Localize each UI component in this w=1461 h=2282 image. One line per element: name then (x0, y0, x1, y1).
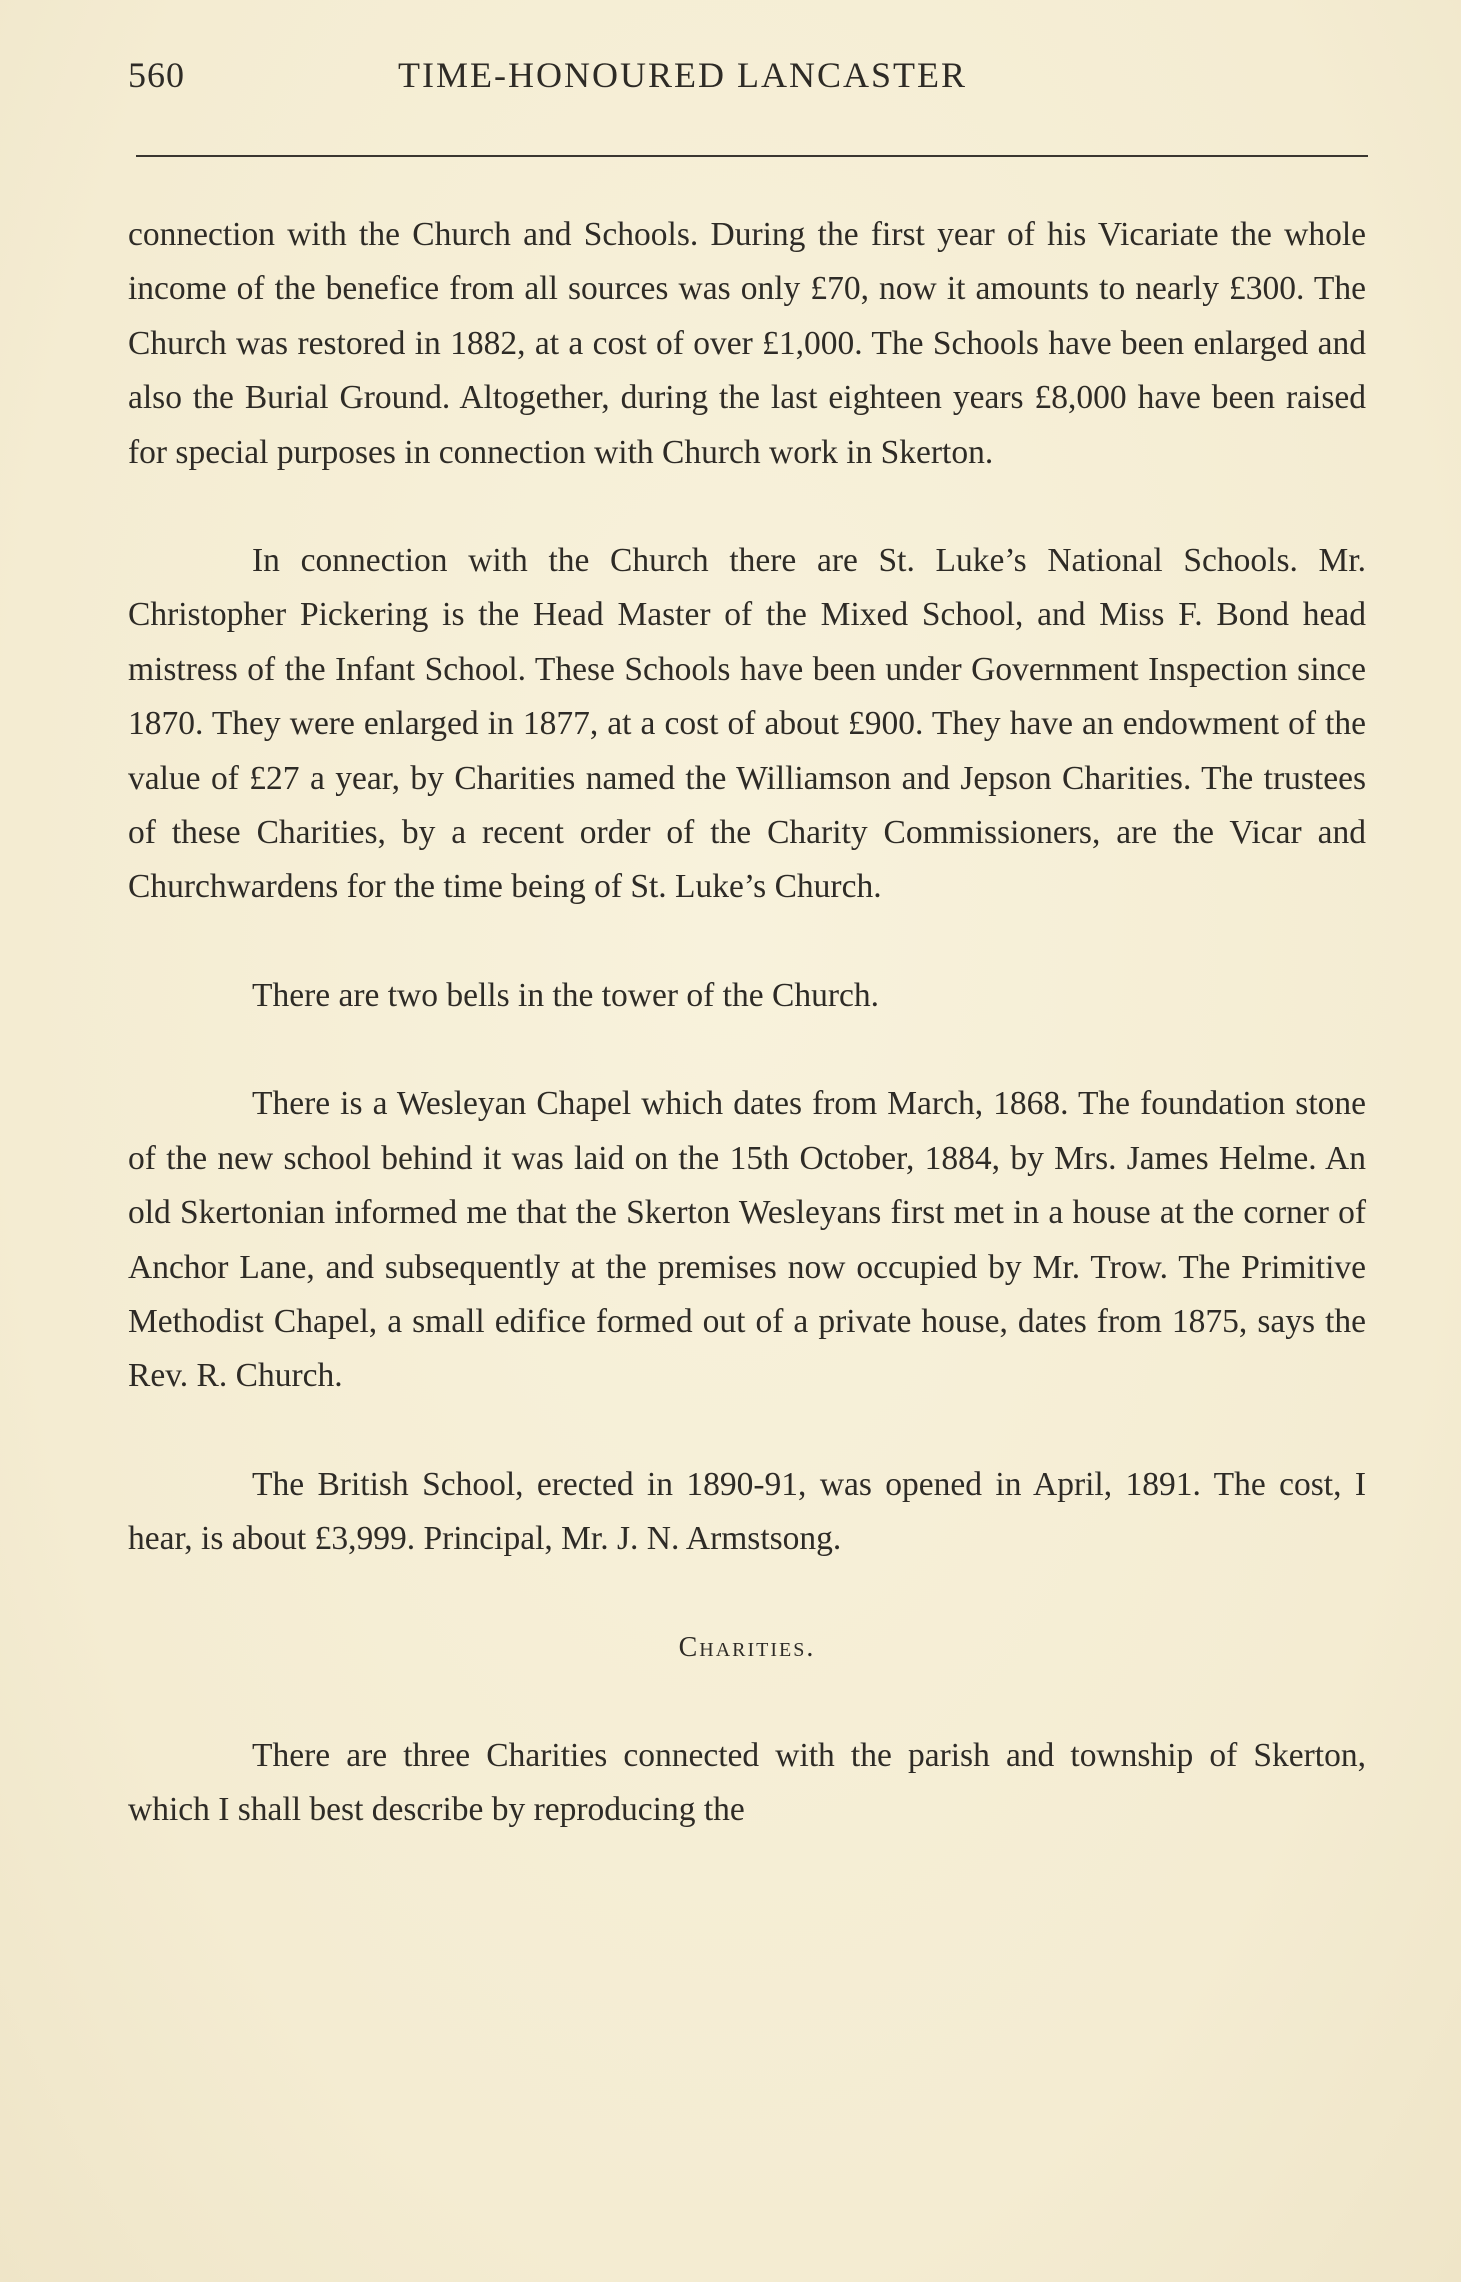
header-rule (136, 155, 1368, 157)
paragraph-gap (128, 1675, 1366, 1729)
body-text (128, 208, 1366, 1837)
page-number: 560 (128, 55, 185, 95)
paragraph-national-schools: In connection with the Church there are St. Luke’s National Schools. Mr. Christopher Pickering is the Head Master of the Mixed School, and Miss F. Bond head mistress of the Infant School. These Schools have been under Government Inspection since 1870. They were enlarged in 1877, at a cost of about £900. They have an endowment of the value of £27 a year, by Charities named the Williamson and Jepson Charities. The trustees of these Charities, by a recent order of the Charity Commissioners, are the Vicar and Churchwardens for the time being of St. Luke’s Church. (128, 542, 1366, 906)
paragraph-gap (128, 915, 1366, 969)
paragraph-wesleyan-chapel: There is a Wesleyan Chapel which dates from March, 1868. The foundation stone of the new school behind it was laid on the 15th October, 1884, by Mrs. James Helme. An old Skertonian informed me that the Skerton Wesleyans first met in a house at the corner of Anchor Lane, and subsequently at the premises now occupied by Mr. Trow. The Primitive Methodist Chapel, a small edifice formed out of a private house, dates from 1875, says the Rev. R. Church. (128, 1085, 1366, 1395)
paragraph-vicariate-income: connection with the Church and Schools. During the first year of his Vicariate the whole income of the benefice from all sources was only £70, now it amounts to nearly £300. The Church was restored in 1882, at a cost of over £1,000. The Schools have been enlarged and also the Burial Ground. Altogether, during the last eighteen years £8,000 have been raised for special purposes in connection with Church work in Skerton. (128, 216, 1366, 471)
paragraph-gap (128, 1023, 1366, 1077)
paragraph-three-charities: There are three Charities connected with the parish and township of Skerton, which I shall best describe by reproducing the (128, 1736, 1366, 1828)
section-heading-charities: Charities. (678, 1631, 816, 1663)
paragraph-gap (128, 480, 1366, 534)
paragraph-british-school: The British School, erected in 1890-91, was opened in April, 1891. The cost, I hear, is about £3,999. Principal, Mr. J. N. Armstsong. (128, 1465, 1366, 1558)
paragraph-gap (128, 1567, 1366, 1621)
paragraph-bells: There are two bells in the tower of the Church. (252, 976, 879, 1014)
page-header (128, 48, 1368, 108)
paragraph-gap (128, 1404, 1366, 1458)
running-title: TIME-HONOURED LANCASTER (398, 55, 967, 95)
